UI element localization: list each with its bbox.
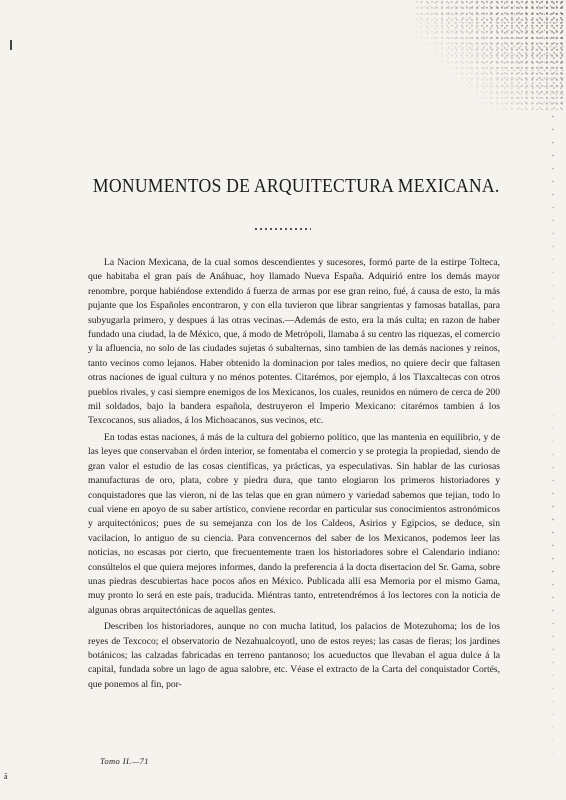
scan-noise-edge	[550, 110, 556, 800]
page-title: MONUMENTOS DE ARQUITECTURA MEXICANA.	[92, 175, 500, 197]
scan-noise-corner	[416, 0, 566, 110]
body-text	[88, 256, 500, 694]
title-ornament-divider	[255, 228, 311, 230]
paragraph-3: Describen los historiadores, aunque no con mucha latitud, los palacios de Motezuhoma; los de los reyes de Texcoco; el observatorio de Nezahualcoyotl, uno de estos reyes; las casas de fieras; los jardines botánicos; las calzadas fabricadas en terreno pantanoso; los acueductos que llevaban el agua dulce á la capital, fundada sobre un lago de agua salobre, etc. Véase el extracto de la Carta del conquistador Cortés, que ponemos al fin, por-	[88, 621, 500, 690]
paragraph-2: En todas estas naciones, á más de la cultura del gobierno político, que las mantenia en equilibrio, y de las leyes que conservaban el órden interior, se fomentaba el comercio y se protegia la propiedad, siendo de gran valor el estudio de las cosas científicas, ya prácticas, ya especulativas. Sin hablar de las curiosas manufacturas de oro, plata, cobre y piedra dura, que tanto elogiaron los primeros historiadores y conquistadores que las vieron, ni de las telas que en gran número y variedad sabemos que tejian, todo lo cual viene en apoyo de su saber artístico, conviene recordar en particular sus conocimientos astronómicos y arquitectónicos; pues de su semejanza con los de los Caldeos, Asirios y Egipcios, se deduce, sin vacilacion, lo antiguo de su ciencia. Para convencernos del saber de los Mexicanos, podemos leer las noticias, no escasas por cierto, que frecuentemente traen los historiadores sobre el Calendario indiano: consúltelos el que quiera mejores informes, dando la preferencia á la docta disertacion del Sr. Gama, sobre unas piedras descubiertas hace pocos años en México. Publicada allí esa Memoria por el mismo Gama, muy pronto lo será en este país, traducida. Miéntras tanto, entretendrémos á los lectores con la noticia de algunas obras arquitectónicas de aquellas gentes.	[88, 431, 500, 616]
paragraph-1: La Nacion Mexicana, de la cual somos descendientes y sucesores, formó parte de la estirpe Tolteca, que habitaba el gran país de Anáhuac, hoy llamado Nueva España. Adquirió entre los demás mayor renombre, porque habiéndose extendido á fuerza de armas por ese gran reino, fué, á causa de esto, la más pujante que los Españoles encontraron, y con ella tuvieron que librar sangrientas y famosas batallas, para subyugarla primero, y despues á las otras vecinas.—Además de esto, era la más culta; en razon de haber fundado una ciudad, la de México, que, á modo de Metrópoli, llamaba á su centro las riquezas, el comercio y la afluencia, no solo de las ciudades sujetas ó subalternas, sino tambien de las demás naciones y reinos, tanto vecinos como lejanos. Haber obtenido la dominacion por tales medios, no quiere decir que faltasen otras naciones de igual cultura y no ménos potentes. Citarémos, por ejemplo, á los Tlaxcaltecas con otros pueblos rivales, y casi siempre enemigos de los Mexicanos, los cuales, reunidos en número de cerca de 200 mil soldados, bajo la bandera española, destruyeron el Imperio Mexicano: citarémos tambien á los Texcocanos, sus aliados, á los Michoacanos, sus vecinos, etc.	[88, 257, 500, 427]
page-footer-signature: Tomo II.—71	[100, 756, 149, 766]
margin-mark: ā	[4, 772, 8, 781]
margin-tick	[10, 40, 12, 50]
